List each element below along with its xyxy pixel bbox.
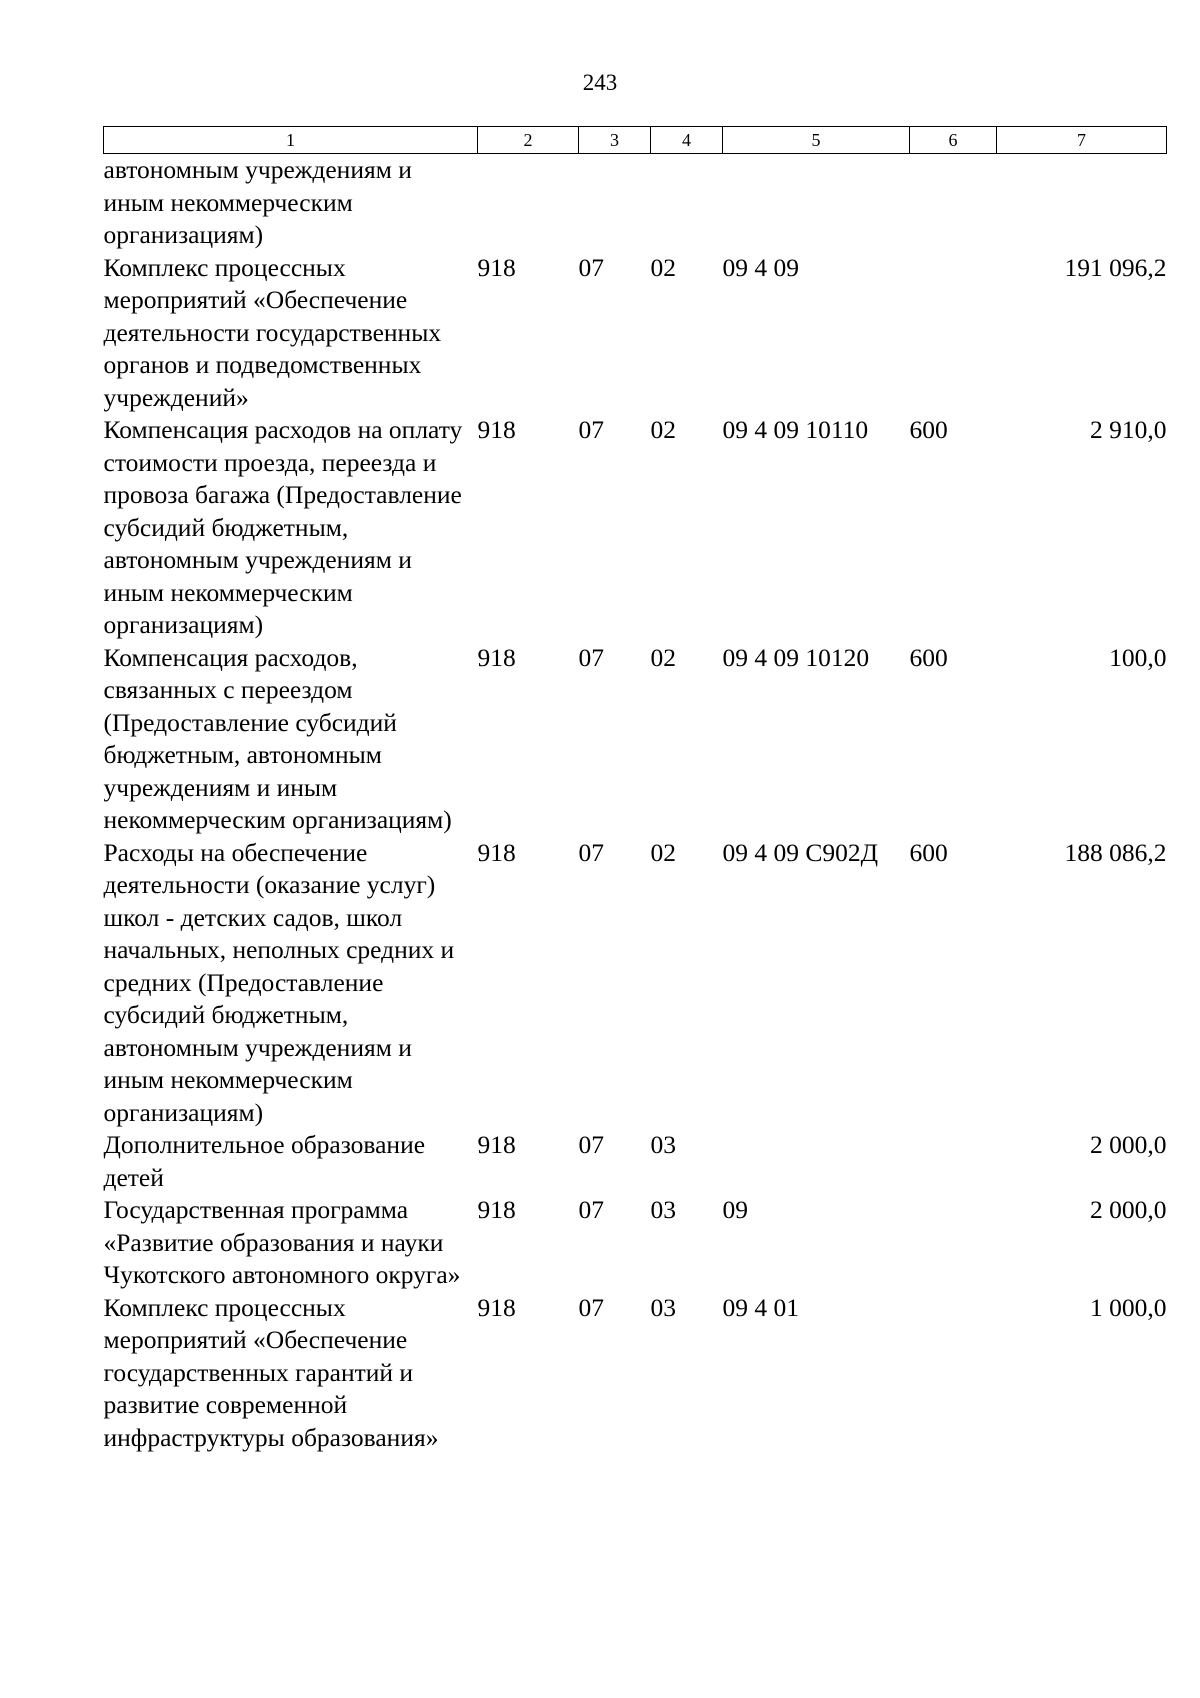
column-header-6: 6 (910, 127, 997, 154)
row-amount-cell (997, 154, 1167, 252)
row-target-article-cell: 09 4 09 10110 (722, 415, 869, 444)
row-subsection-cell (651, 154, 723, 252)
row-admin-code-cell (478, 154, 579, 252)
row-amount-cell: 2 000,0 (1090, 1130, 1167, 1159)
row-section-cell: 07 (578, 1130, 604, 1159)
row-admin-code-cell: 918 (477, 1195, 516, 1224)
row-section-cell: 07 (578, 1292, 604, 1322)
row-section-cell: 07 (578, 415, 604, 444)
row-name-cell: Комплекс процессных мероприятий «Обеспечение деятельности государственных органов и подведомственных учреждений» (103, 252, 442, 412)
row-expense-type-cell (910, 1292, 997, 1455)
column-number-row (104, 127, 1167, 154)
table-row (104, 252, 1167, 415)
row-name-cell: Комплекс процессных мероприятий «Обеспечение государственных гарантий и развитие современной инфраструктуры образования» (103, 1292, 439, 1452)
row-section-cell (579, 154, 651, 252)
row-amount-cell: 100,0 (1109, 642, 1167, 672)
row-subsection-cell: 03 (650, 1195, 676, 1224)
row-subsection-cell: 03 (650, 1292, 676, 1322)
row-amount-cell: 2 910,0 (1090, 415, 1167, 444)
row-admin-code-cell: 918 (477, 1292, 516, 1322)
row-expense-type-cell (910, 154, 997, 252)
page-number: 243 (582, 70, 618, 95)
row-name-cell: Расходы на обеспечение деятельности (оказание услуг) школ - детских садов, школ начальных, неполных средних и средних (Предоставление субсидий бюджетным, автономным учреждениям и иным некоммерческим организациям) (103, 837, 455, 1127)
table-row (104, 837, 1167, 1130)
row-target-article-cell: 09 4 09 С902Д (722, 837, 879, 867)
column-header-7: 7 (997, 127, 1167, 154)
row-expense-type-cell (910, 1129, 997, 1194)
table-row (104, 1292, 1167, 1455)
row-expense-type-cell (910, 252, 997, 415)
table-row (104, 1129, 1167, 1194)
column-header-4: 4 (651, 127, 723, 154)
row-name-cell: Компенсация расходов, связанных с переездом (Предоставление субсидий бюджетным, автономным учреждениям и иным некоммерческим организациям) (103, 642, 452, 834)
row-amount-cell: 191 096,2 (1064, 252, 1167, 282)
row-admin-code-cell: 918 (477, 837, 516, 867)
row-target-article-cell: 09 4 09 10120 (722, 642, 870, 672)
row-amount-cell: 2 000,0 (1090, 1195, 1167, 1224)
row-admin-code-cell: 918 (477, 642, 516, 672)
row-amount-cell: 1 000,0 (1090, 1292, 1167, 1322)
row-name-cell: Государственная программа «Развитие образования и науки Чукотского автономного округа» (103, 1195, 461, 1289)
row-target-article-cell (723, 1129, 910, 1194)
table-row (104, 642, 1167, 837)
row-section-cell: 07 (578, 252, 604, 282)
table-row (104, 154, 1167, 252)
row-target-article-cell: 09 (722, 1195, 748, 1224)
table-row (104, 1194, 1167, 1292)
row-expense-type-cell: 600 (909, 837, 948, 867)
row-name-cell: Дополнительное образование детей (103, 1130, 426, 1192)
row-subsection-cell: 03 (650, 1130, 676, 1159)
row-subsection-cell: 02 (650, 415, 676, 444)
row-section-cell: 07 (578, 837, 604, 867)
column-header-3: 3 (579, 127, 651, 154)
row-section-cell: 07 (578, 642, 604, 672)
column-header-2: 2 (478, 127, 579, 154)
row-expense-type-cell: 600 (909, 642, 948, 672)
row-expense-type-cell: 600 (909, 415, 948, 444)
row-section-cell: 07 (578, 1195, 604, 1224)
row-target-article-cell: 09 4 09 (722, 252, 799, 282)
row-name-cell: автономным учреждениям и иным некоммерческим организациям) (103, 155, 412, 249)
row-expense-type-cell (910, 1194, 997, 1292)
row-admin-code-cell: 918 (477, 252, 516, 282)
table-row (104, 414, 1167, 642)
table-body (104, 154, 1167, 1455)
row-amount-cell: 188 086,2 (1064, 837, 1167, 867)
row-target-article-cell (723, 154, 910, 252)
row-admin-code-cell: 918 (477, 415, 516, 444)
column-header-1: 1 (104, 127, 478, 154)
row-admin-code-cell: 918 (477, 1130, 516, 1159)
budget-table (103, 126, 1167, 1454)
column-header-5: 5 (723, 127, 910, 154)
row-subsection-cell: 02 (650, 642, 676, 672)
row-subsection-cell: 02 (650, 252, 676, 282)
row-name-cell: Компенсация расходов на оплату стоимости проезда, переезда и провоза багажа (Предоставление субсидий бюджетным, автономным учреждениям и иным некоммерческим организациям) (103, 415, 463, 639)
row-subsection-cell: 02 (650, 837, 676, 867)
row-target-article-cell: 09 4 01 (722, 1292, 799, 1322)
